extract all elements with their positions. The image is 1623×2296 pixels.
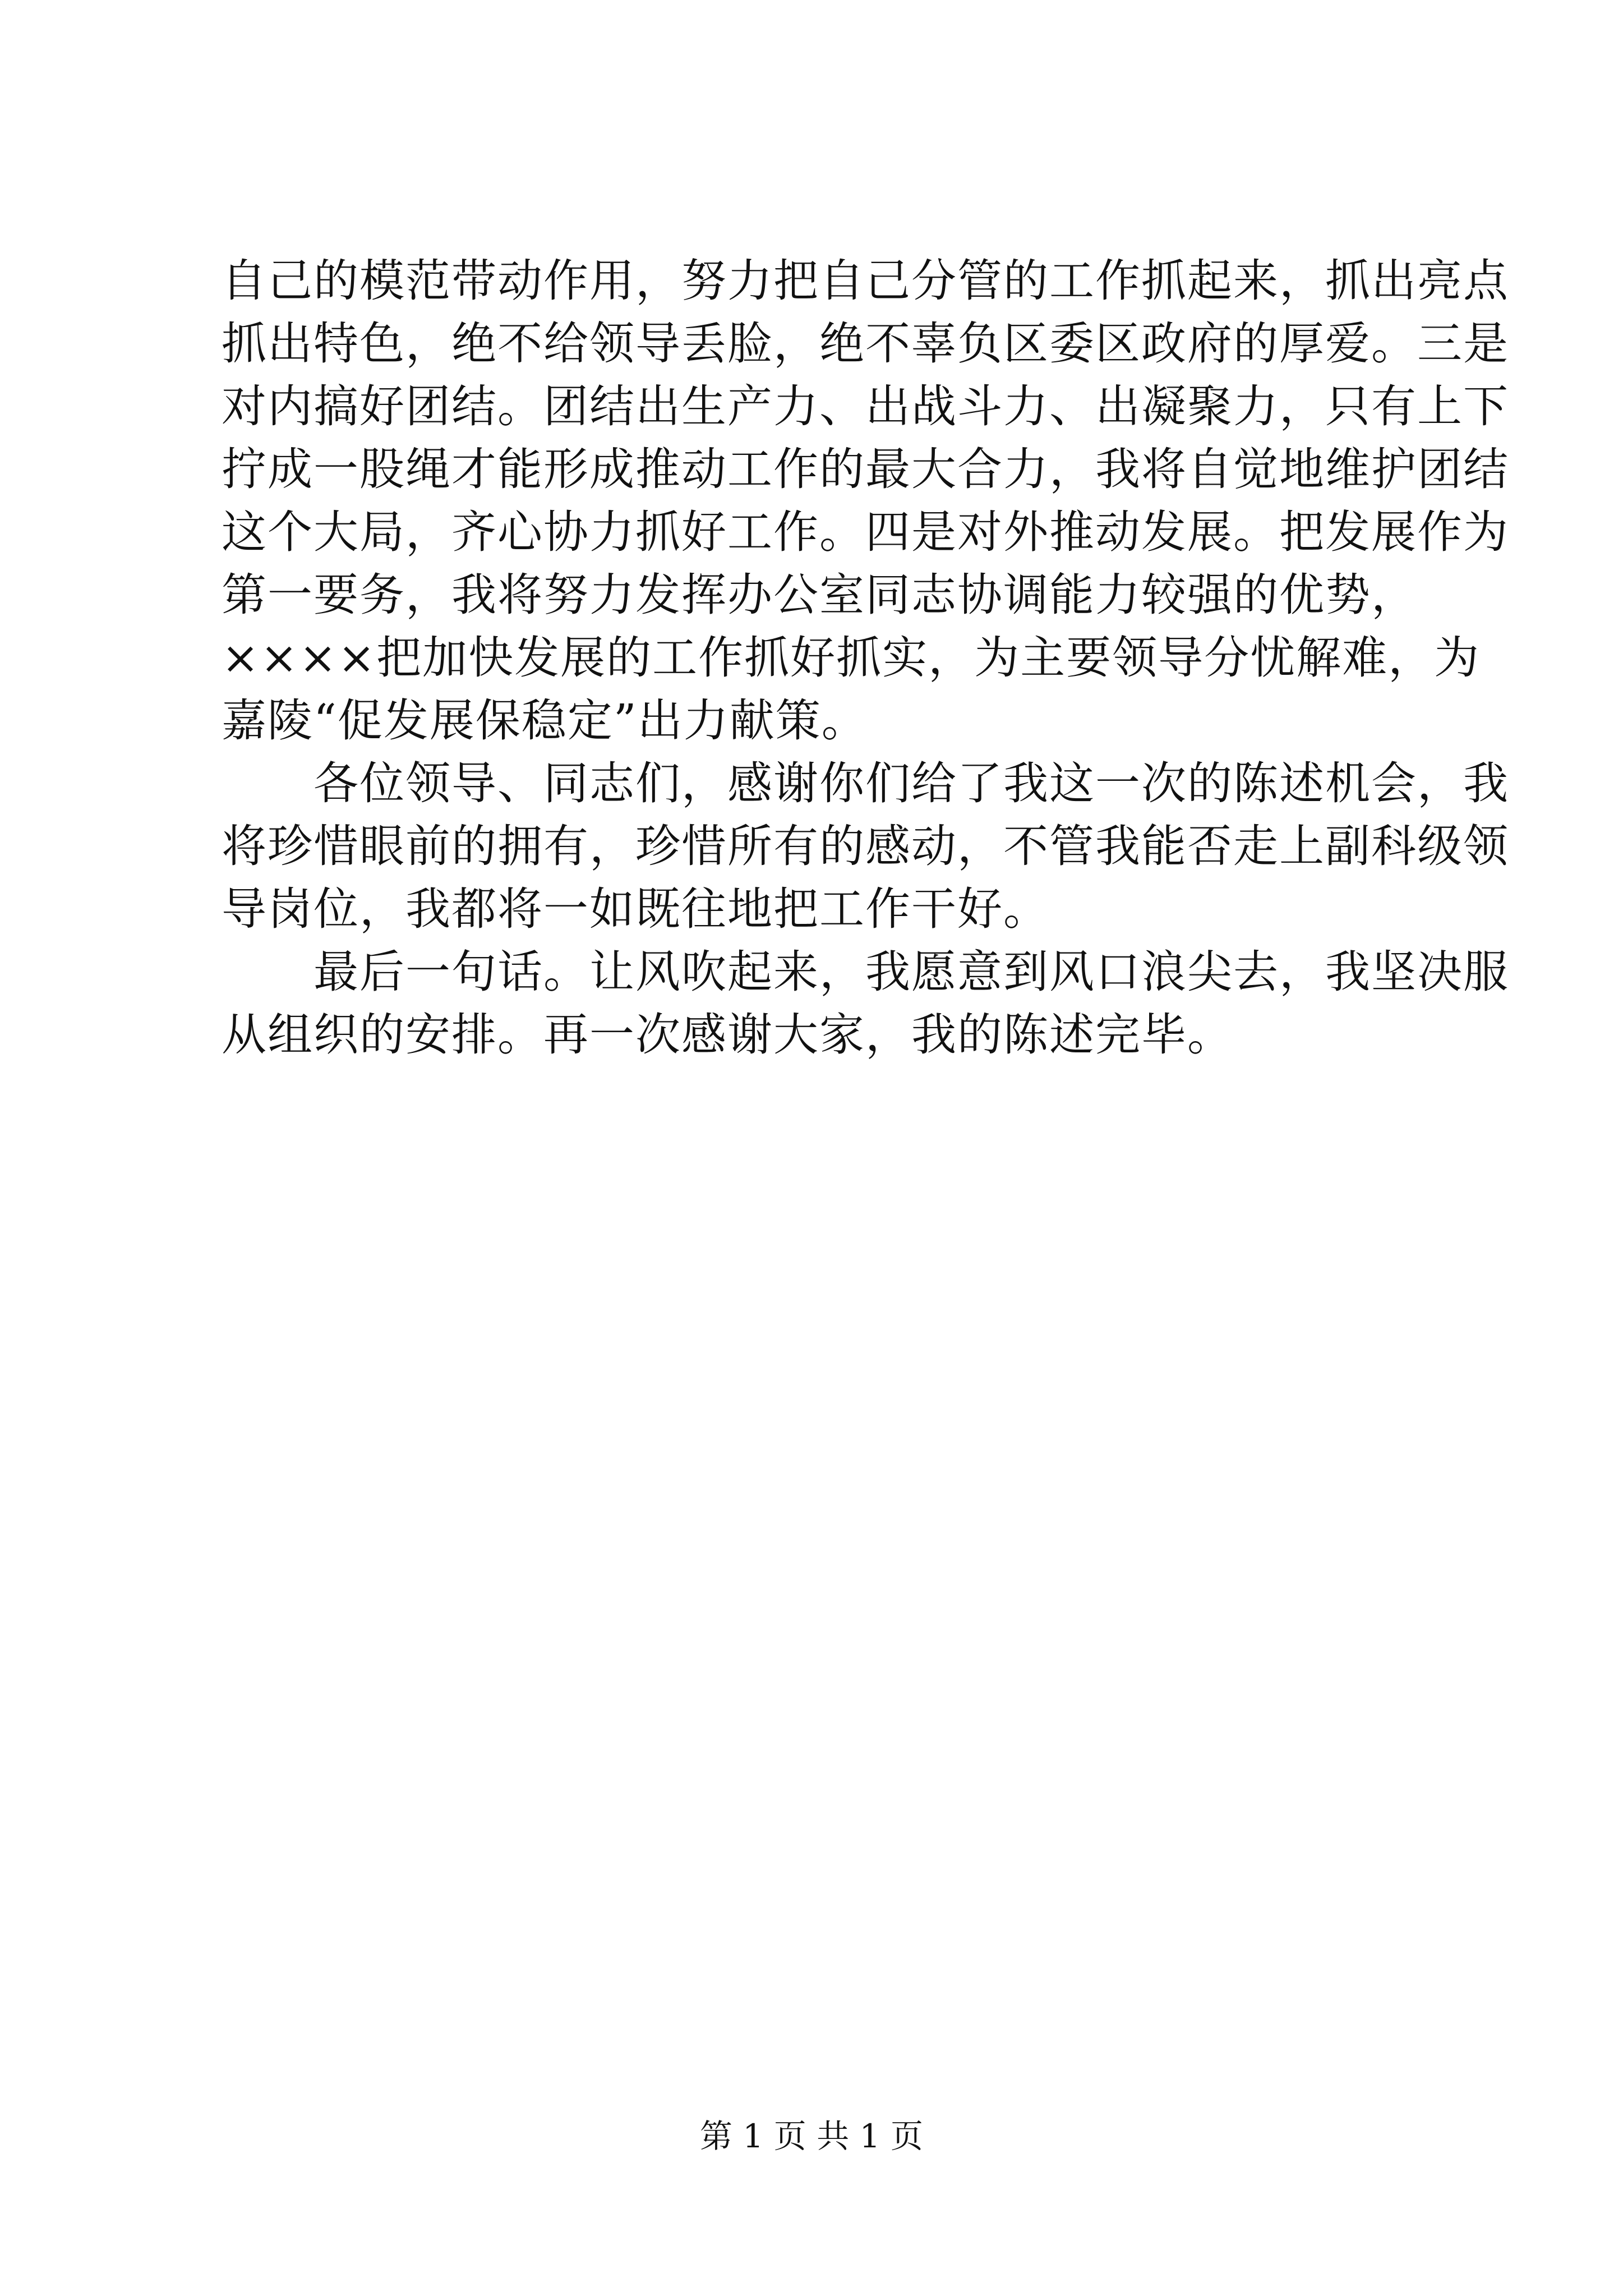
paragraph-2-line-1: 各位领导、同志们，感谢你们给了我这一次的陈述机会，我 [222,757,1509,809]
document-body [222,250,1509,1066]
paragraph-1-line-2: 抓出特色，绝不给领导丢脸，绝不辜负区委区政府的厚爱。三是 [222,318,1509,370]
paragraph-1-line-4: 拧成一股绳才能形成推动工作的最大合力，我将自觉地维护团结 [222,443,1509,495]
paragraph-1-line-5: 这个大局，齐心协力抓好工作。四是对外推动发展。把发展作为 [222,506,1509,558]
paragraph-2-line-2: 将珍惜眼前的拥有，珍惜所有的感动，不管我能否走上副科级领 [222,820,1509,872]
paragraph-1-line-8: 嘉陵“促发展保稳定”出力献策。 [222,694,868,747]
paragraph-1-line-6: 第一要务，我将努力发挥办公室同志协调能力较强的优势， [222,569,1417,621]
paragraph-3-line-1: 最后一句话。让风吹起来，我愿意到风口浪尖去，我坚决服 [222,946,1509,998]
paragraph-2-line-3: 导岗位，我都将一如既往地把工作干好。 [222,883,1049,935]
paragraph-3-line-2: 从组织的安排。再一次感谢大家，我的陈述完毕。 [222,1009,1233,1061]
paragraph-1-line-1: 自己的模范带动作用，努力把自己分管的工作抓起来，抓出亮点 [222,255,1509,307]
paragraph-1-line-7: ××××把加快发展的工作抓好抓实，为主要领导分忧解难，为 [222,632,1481,684]
page-number-footer: 第 1 页 共 1 页 [700,2117,923,2155]
paragraph-1-line-3: 对内搞好团结。团结出生产力、出战斗力、出凝聚力，只有上下 [222,380,1509,432]
